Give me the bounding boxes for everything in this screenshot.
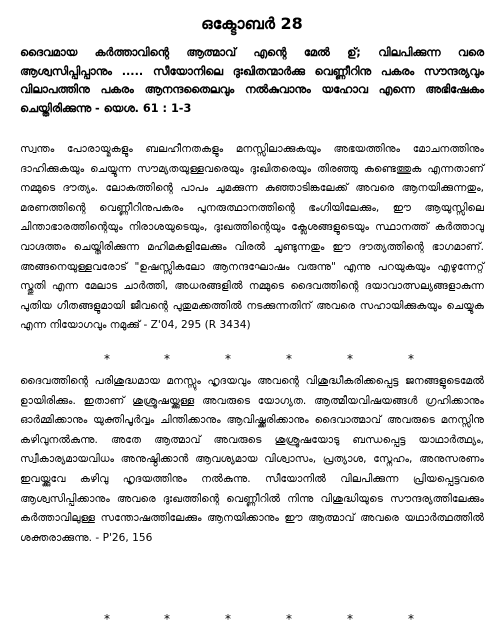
page-title: ഒക്ടോബർ 28 — [201, 14, 303, 33]
paragraph-2: ദൈവത്തിന്റെ പരിശുദ്ധമായ മനസ്സും ഹൃദയവും അവന്റെ വിശുദ്ധീകരിക്കപ്പെട്ട ജനങ്ങളുടെമേൽ ഉായിരിക്കും. ഇതാണ് ശുശ്രൂഷയ്ക്കുള്ള അവരുടെ യോഗ്യത. ആത്മീയവിഷയങ്ങൾ ഗ്രഹിക്കാനും ഓർമ്മിക്കാനും യുക്തിപൂർവ്വം ചിന്തിക്കാനും ആവിഷ്ക്കരിക്കാനും ദൈവാത്മാവ് അവരുടെ മനസ്സിനു കഴിവുനൽകുന്നു. അതേ ആത്മാവ് അവരുടെ ശുശ്രൂഷയോടു ബന്ധപ്പെട്ട യാഥാർത്ഥ്യം, സ്വീകാര്യമായവിധം അനുഷ്ഠിക്കാൻ ആവശ്യമായ വിശ്വാസം, പ്രത്യാശ, സ്നേഹം, അനുസരണം ഇവയ്ക്കുവേ കഴിവു ഹൃദയത്തിനും നൽകുന്നു. സീയോനിൽ വിലപിക്കുന്ന പ്രിയപ്പെട്ടവരെ ആശ്വസിപ്പിക്കാനും അവരെ ദുഃഖത്തിന്റെ വെണ്ണീറിൽ നിന്നു വിശുദ്ധിയുടെ സൗന്ദര്യത്തിലേക്കും കർത്താവിലുള്ള സന്തോഷത്തിലേക്കും ആനയിക്കാനും ഈ ആത്മാവ് അവരെ യഥാർത്ഥത്തിൽ ശക്തരാക്കുന്നു. - P'26, 156 — [20, 375, 484, 544]
separator-star: * — [164, 612, 170, 626]
separator-star: * — [347, 352, 353, 366]
section-separator-2 — [0, 612, 504, 626]
scripture-verse: ദൈവമായ കർത്താവിന്റെ ആത്മാവ് എന്റെ മേൽ ഉ്; വിലപിക്കുന്ന വരെ ആശ്വസിപ്പിപ്പാനും ..... സീയോനിലെ ദുഃഖിതന്മാർക്കു വെണ്ണീറിനു പകരം സൗന്ദര്യവും വിലാപത്തിനു പകരം ആനന്ദതൈലവും നൽകുവാനും യഹോവ എന്നെ അഭിഷേകം ചെയ്തിരിക്കുന്നു - യെശ. 61 : 1-3 — [20, 46, 484, 115]
separator-star: * — [286, 612, 292, 626]
separator-star: * — [286, 352, 292, 366]
separator-star: * — [408, 612, 414, 626]
separator-star: * — [347, 612, 353, 626]
paragraph-1: സ്വന്തം പോരായ്മകളും ബലഹീനതകളും മനസ്സിലാക്കുകയും അഭയത്തിനും മോചനത്തിനും ദാഹിക്കുകയും ചെയ്യുന്ന സൗമ്യതയുള്ളവരെയും ദുഃഖിതരെയും തിരഞ്ഞു കണ്ടെത്തുക എന്നതാണ് നമ്മുടെ ദൗത്യം. ലോകത്തിന്റെ പാപം ചുമക്കുന്ന കുഞ്ഞാടിങ്കലേക്ക് അവരെ ആനയിക്കുന്നതും, മരണത്തിന്റെ വെണ്ണീറിനുപകരം പുനരുത്ഥാനത്തിന്റെ ഭംഗിയിലേക്കും, ഈ ആയുസ്സിലെ ചിന്താഭാരത്തിന്റെയും നിരാശയുടെയും, ദുഃഖത്തിന്റെയും ക്ലേശങ്ങളുടെയും സ്ഥാനത്ത് കർത്താവു വാഗ്ദത്തം ചെയ്തിരിക്കുന്ന മഹിമകളിലേക്കും വിരൽ ചൂണ്ടുന്നതും ഈ ദൗത്യത്തിന്റെ ഭാഗമാണ്. അങ്ങനെയുള്ളവരോട് "ഉഷസ്സികലോ ആനന്ദഘോഷം വരുന്നു" എന്നു പറയുകയും എഴുന്നേറ്റ് സ്തുതി എന്ന മേലാട ചാർത്തി, അധരങ്ങളിൽ നമ്മുടെ ദൈവത്തിന്റെ ദയാവാത്സല്യങ്ങളാകുന്ന പുതിയ ഗീതങ്ങളുമായി ജീവന്റെ പുതുമക്കത്തിൽ നടക്കുന്നതിന് അവരെ സഹായിക്കുകയും ചെയ്യുക എന്ന നിയോഗവും നമുക്കു് - Z'04, 295 (R 3434) — [20, 143, 484, 332]
separator-star: * — [164, 352, 170, 366]
separator-star: * — [104, 352, 110, 366]
section-separator-1 — [0, 352, 504, 366]
separator-star: * — [225, 352, 231, 366]
separator-star: * — [104, 612, 110, 626]
separator-star: * — [408, 352, 414, 366]
separator-star: * — [225, 612, 231, 626]
